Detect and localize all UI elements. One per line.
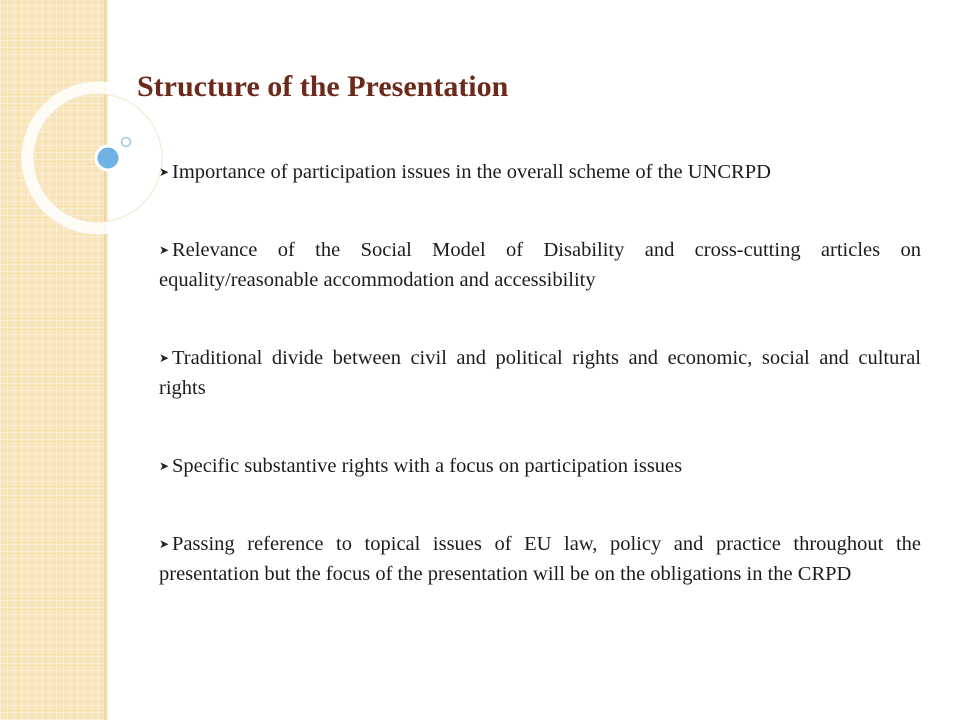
bullet-item <box>159 451 921 481</box>
bullet-list <box>159 157 921 589</box>
bullet-text: Passing reference to topical issues of EU law, policy and practice throughout the presentation but the focus of the presentation will be on the obligations in the CRPD <box>159 533 921 585</box>
bullet-text: Traditional divide between civil and political rights and economic, social and cultural rights <box>159 347 921 399</box>
arrowhead-bullet-icon: ➤ <box>159 537 170 551</box>
slide-title: Structure of the Presentation <box>137 70 509 103</box>
bullet-text: Relevance of the Social Model of Disability and cross-cutting articles on equality/reasonable accommodation and accessibility <box>159 239 921 291</box>
arrowhead-bullet-icon: ➤ <box>159 351 170 365</box>
arrowhead-bullet-icon: ➤ <box>159 459 170 473</box>
arrowhead-bullet-icon: ➤ <box>159 165 170 179</box>
bullet-item <box>159 529 921 589</box>
blue-dot-icon <box>96 146 120 170</box>
small-ring-icon <box>122 138 131 147</box>
bullet-text: Specific substantive rights with a focus on participation issues <box>172 455 683 477</box>
bullet-item <box>159 157 921 187</box>
bullet-item <box>159 343 921 403</box>
bullet-item <box>159 235 921 295</box>
arrowhead-bullet-icon: ➤ <box>159 243 170 257</box>
bullet-text: Importance of participation issues in the overall scheme of the UNCRPD <box>172 161 771 183</box>
